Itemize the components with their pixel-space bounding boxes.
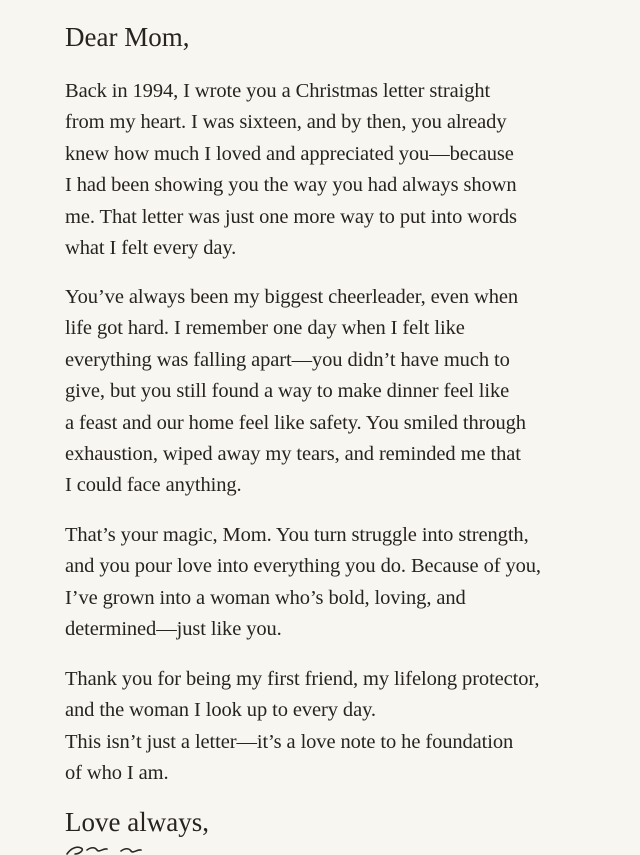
paragraph-line: I’ve grown into a woman who’s bold, loving, and [65, 586, 466, 609]
paragraph-line: from my heart. I was sixteen, and by then, you already [65, 111, 507, 134]
paragraph-line: This isn’t just a letter—it’s a love note to he foundation [65, 730, 514, 753]
letter-paragraph-2 [65, 282, 526, 502]
paragraph-line: exhaustion, wiped away my tears, and reminded me that [65, 443, 521, 466]
paragraph-line: I could face anything. [65, 474, 242, 497]
letter-greeting: Dear Mom, [65, 22, 190, 52]
paragraph-line: me. That letter was just one more way to put into words [65, 205, 517, 228]
paragraph-line: Back in 1994, I wrote you a Christmas letter straight [65, 80, 491, 102]
paragraph-line: determined—just like you. [65, 618, 282, 641]
paragraph-line: what I felt every day. [65, 237, 237, 260]
handwritten-signature [65, 842, 205, 855]
paragraph-line: You’ve always been my biggest cheerleader, even when [65, 286, 518, 308]
paragraph-line: I had been showing you the way you had always shown [65, 174, 517, 197]
paragraph-line: of who I am. [65, 762, 169, 785]
paragraph-line: a feast and our home feel like safety. You smiled through [65, 411, 526, 434]
paragraph-line: give, but you still found a way to make dinner feel like [65, 380, 510, 403]
paragraph-line: everything was falling apart—you didn’t have much to [65, 348, 510, 371]
letter-paragraph-3 [65, 520, 541, 646]
letter-paragraph-1 [65, 76, 517, 264]
letter-paragraph-4 [65, 664, 539, 790]
paragraph-line: life got hard. I remember one day when I felt like [65, 317, 465, 340]
paragraph-line: and the woman I look up to every day. [65, 699, 376, 722]
letter-closing: Love always, [65, 807, 209, 837]
paragraph-line: knew how much I loved and appreciated you—because [65, 142, 514, 165]
paragraph-line: Thank you for being my first friend, my lifelong protector, [65, 668, 540, 690]
paragraph-line: That’s your magic, Mom. You turn struggle into strength, [65, 524, 529, 546]
paragraph-line: and you pour love into everything you do. Because of you, [65, 555, 541, 578]
